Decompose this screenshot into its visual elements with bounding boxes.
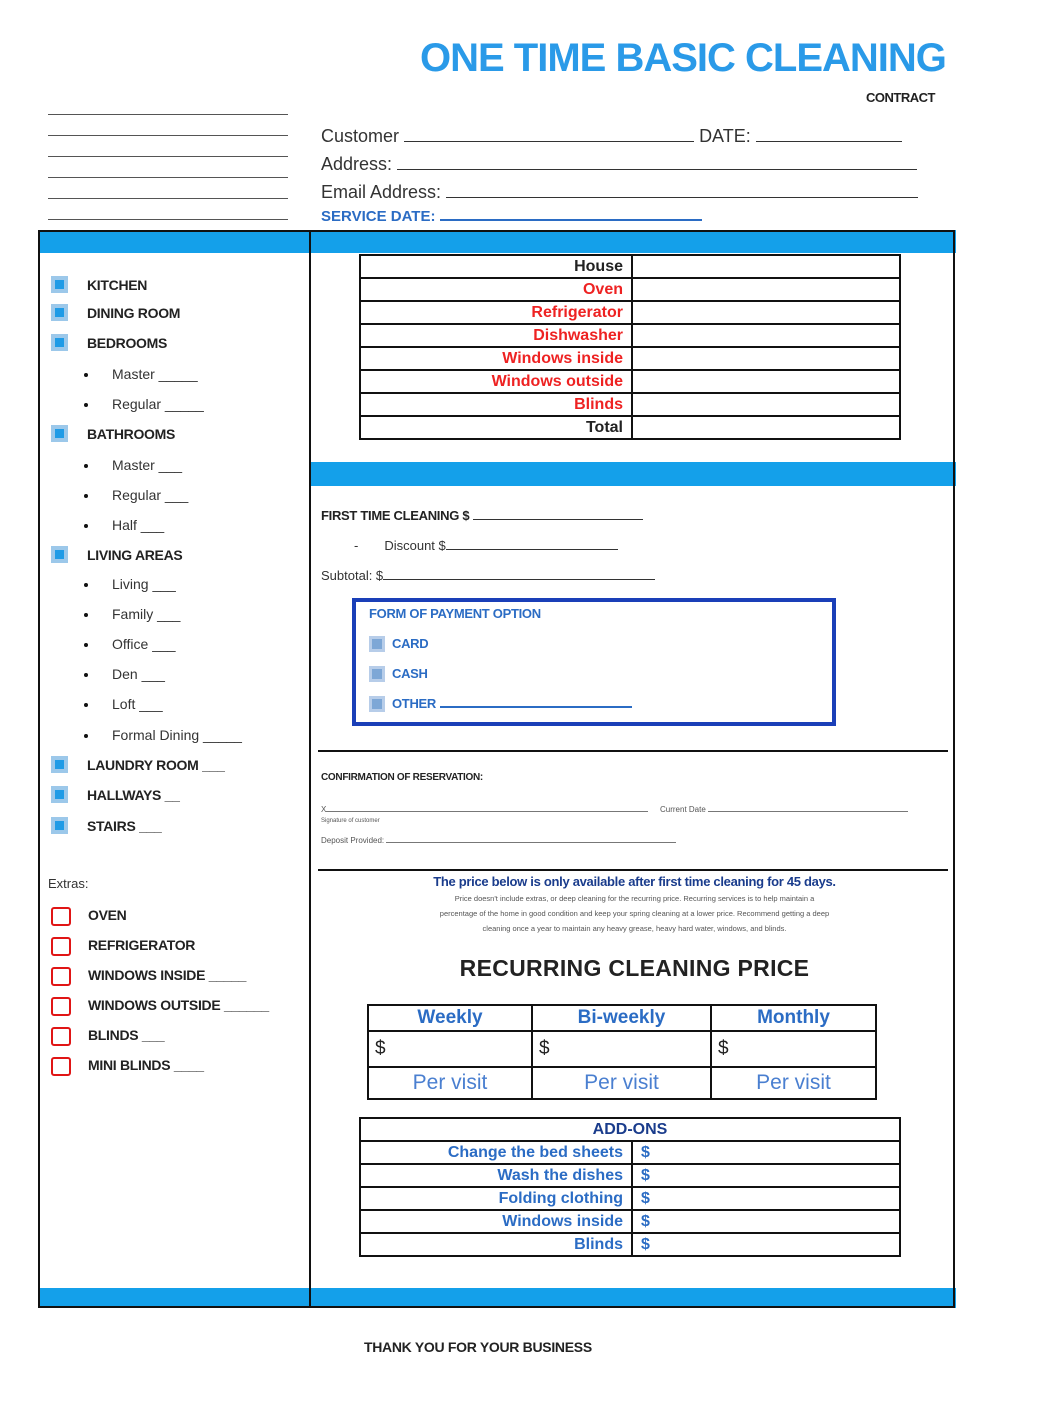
room-bedrooms: BEDROOMS xyxy=(87,335,168,351)
row-blinds: Blinds xyxy=(360,393,632,416)
email-label: Email Address: xyxy=(321,182,442,202)
contract-label: CONTRACT xyxy=(866,90,935,105)
service-date-input[interactable] xyxy=(440,207,702,221)
kitchen-checkbox[interactable] xyxy=(51,276,68,293)
room-bathrooms: BATHROOMS xyxy=(87,426,176,442)
thank-you: THANK YOU FOR YOUR BUSINESS xyxy=(364,1339,592,1355)
room-living-areas: LIVING AREAS xyxy=(87,547,183,563)
addon-windows-inside: Windows inside xyxy=(360,1210,632,1233)
price-cell[interactable] xyxy=(632,370,900,393)
price-table xyxy=(359,254,901,440)
extra-refrigerator: REFRIGERATOR xyxy=(88,937,196,953)
row-oven: Oven xyxy=(360,278,632,301)
extra-windows-inside-checkbox[interactable] xyxy=(51,967,71,986)
frame-right xyxy=(953,230,955,1308)
living-areas-checkbox[interactable] xyxy=(51,546,68,563)
row-windows-inside: Windows inside xyxy=(360,347,632,370)
biweekly-price[interactable]: $ xyxy=(532,1031,711,1067)
addons-title: ADD-ONS xyxy=(360,1118,900,1141)
recurring-table xyxy=(367,1004,877,1100)
frame-top xyxy=(38,230,955,232)
stairs-checkbox[interactable] xyxy=(51,817,68,834)
monthly-per-visit: Per visit xyxy=(711,1067,876,1099)
notice-fine-2: percentage of the home in good condition and keep your spring cleaning at a lower price. Recommend getting a deep xyxy=(439,909,830,918)
row-windows-outside: Windows outside xyxy=(360,370,632,393)
frame-divider xyxy=(309,230,311,1308)
cash-checkbox[interactable] xyxy=(369,666,385,682)
addon-blinds: Blinds xyxy=(360,1233,632,1256)
price-cell[interactable] xyxy=(632,393,900,416)
customer-field[interactable] xyxy=(321,126,902,147)
row-dishwasher: Dishwasher xyxy=(360,324,632,347)
notice-headline: The price below is only available after first time cleaning for 45 days. xyxy=(433,874,836,889)
dining-room-checkbox[interactable] xyxy=(51,304,68,321)
weekly-header: Weekly xyxy=(368,1005,532,1031)
total-cell[interactable] xyxy=(632,416,900,439)
notice-fine-3: cleaning once a year to maintain any heavy grease, heavy hard water, windows, and blinds. xyxy=(482,924,787,933)
extra-blinds-checkbox[interactable] xyxy=(51,1027,71,1046)
document-title: ONE TIME BASIC CLEANING xyxy=(420,36,946,80)
footer-bar xyxy=(38,1288,956,1308)
address-label: Address: xyxy=(321,154,393,174)
office-item: Office ___ xyxy=(84,636,176,652)
monthly-price[interactable]: $ xyxy=(711,1031,876,1067)
room-kitchen: KITCHEN xyxy=(87,277,148,293)
laundry-checkbox[interactable] xyxy=(51,756,68,773)
family-item: Family ___ xyxy=(84,606,180,622)
customer-input[interactable] xyxy=(404,127,694,142)
addon-price[interactable]: $ xyxy=(632,1187,900,1210)
subtotal-field[interactable] xyxy=(321,567,655,583)
weekly-price[interactable]: $ xyxy=(368,1031,532,1067)
customer-label: Customer xyxy=(321,126,400,146)
extra-mini-blinds: MINI BLINDS ____ xyxy=(88,1057,204,1073)
notice-fine-1: Price doesn't include extras, or deep cleaning for the recurring price. Recurring services is to help maintain a xyxy=(454,894,815,903)
room-hallways: HALLWAYS __ xyxy=(87,787,180,803)
logo-line xyxy=(48,135,288,136)
card-checkbox[interactable] xyxy=(369,636,385,652)
deposit-field[interactable]: Deposit Provided: xyxy=(321,835,676,845)
extras-label: Extras: xyxy=(48,876,89,891)
price-cell[interactable] xyxy=(632,301,900,324)
payment-title: FORM OF PAYMENT OPTION xyxy=(369,606,541,621)
addon-price[interactable]: $ xyxy=(632,1164,900,1187)
price-cell[interactable] xyxy=(632,278,900,301)
confirmation-top-rule xyxy=(318,750,948,752)
addon-price[interactable]: $ xyxy=(632,1233,900,1256)
discount-field[interactable]: - Discount $ xyxy=(354,537,618,553)
bedroom-master-item: Master _____ xyxy=(84,366,198,382)
bedrooms-checkbox[interactable] xyxy=(51,334,68,351)
loft-item: Loft ___ xyxy=(84,696,163,712)
payment-card: CARD xyxy=(392,636,429,651)
header-bar xyxy=(38,230,956,253)
weekly-per-visit: Per visit xyxy=(368,1067,532,1099)
bath-regular-item: Regular ___ xyxy=(84,487,188,503)
extra-refrigerator-checkbox[interactable] xyxy=(51,937,71,956)
room-dining: DINING ROOM xyxy=(87,305,181,321)
addons-table xyxy=(359,1117,901,1257)
extra-windows-outside: WINDOWS OUTSIDE ______ xyxy=(88,997,269,1013)
extra-windows-outside-checkbox[interactable] xyxy=(51,997,71,1016)
payment-cash: CASH xyxy=(392,666,428,681)
price-cell[interactable] xyxy=(632,347,900,370)
price-cell[interactable] xyxy=(632,324,900,347)
logo-line xyxy=(48,114,288,115)
price-cell[interactable] xyxy=(632,255,900,278)
extra-oven: OVEN xyxy=(88,907,127,923)
bathrooms-checkbox[interactable] xyxy=(51,425,68,442)
room-laundry: LAUNDRY ROOM ___ xyxy=(87,757,225,773)
extra-mini-blinds-checkbox[interactable] xyxy=(51,1057,71,1076)
row-total: Total xyxy=(360,416,632,439)
current-date-field[interactable]: Current Date xyxy=(660,804,908,814)
addon-dishes: Wash the dishes xyxy=(360,1164,632,1187)
logo-line xyxy=(48,177,288,178)
addon-price[interactable]: $ xyxy=(632,1141,900,1164)
logo-line xyxy=(48,156,288,157)
date-label: DATE: xyxy=(699,126,751,146)
first-time-field[interactable] xyxy=(321,507,643,523)
bedroom-regular-item: Regular _____ xyxy=(84,396,204,412)
addon-bed-sheets: Change the bed sheets xyxy=(360,1141,632,1164)
extra-windows-inside: WINDOWS INSIDE _____ xyxy=(88,967,247,983)
date-input[interactable] xyxy=(756,127,902,142)
signature-line[interactable]: X xyxy=(321,804,648,814)
service-date-label: SERVICE DATE: xyxy=(321,208,436,225)
first-time-label: FIRST TIME CLEANING $ xyxy=(321,508,470,523)
mid-bar xyxy=(311,462,956,486)
confirmation-title: CONFIRMATION OF RESERVATION: xyxy=(321,772,483,783)
extra-blinds: BLINDS ___ xyxy=(88,1027,165,1043)
frame-bottom xyxy=(38,1306,955,1308)
other-checkbox[interactable] xyxy=(369,696,385,712)
discount-label: Discount $ xyxy=(384,538,446,553)
bath-master-item: Master ___ xyxy=(84,457,182,473)
room-stairs: STAIRS ___ xyxy=(87,818,162,834)
bath-half-item: Half ___ xyxy=(84,517,164,533)
service-date-field[interactable] xyxy=(321,207,702,225)
addon-folding: Folding clothing xyxy=(360,1187,632,1210)
row-refrigerator: Refrigerator xyxy=(360,301,632,324)
logo-line xyxy=(48,219,288,220)
monthly-header: Monthly xyxy=(711,1005,876,1031)
address-input[interactable] xyxy=(397,155,917,170)
email-field[interactable] xyxy=(321,182,918,203)
address-field[interactable] xyxy=(321,154,917,175)
logo-line xyxy=(48,198,288,199)
email-input[interactable] xyxy=(446,183,918,198)
hallways-checkbox[interactable] xyxy=(51,786,68,803)
confirmation-bottom-rule xyxy=(318,869,948,871)
signature-caption: Signature of customer xyxy=(321,818,380,824)
formal-dining-item: Formal Dining _____ xyxy=(84,727,242,743)
recurring-title: RECURRING CLEANING PRICE xyxy=(459,955,810,981)
payment-other: OTHER xyxy=(392,696,632,711)
subtotal-label: Subtotal: $ xyxy=(321,568,384,583)
biweekly-per-visit: Per visit xyxy=(532,1067,711,1099)
biweekly-header: Bi-weekly xyxy=(532,1005,711,1031)
addon-price[interactable]: $ xyxy=(632,1210,900,1233)
frame-left xyxy=(38,230,40,1308)
extra-oven-checkbox[interactable] xyxy=(51,907,71,926)
row-house: House xyxy=(360,255,632,278)
den-item: Den ___ xyxy=(84,666,165,682)
living-item: Living ___ xyxy=(84,576,176,592)
